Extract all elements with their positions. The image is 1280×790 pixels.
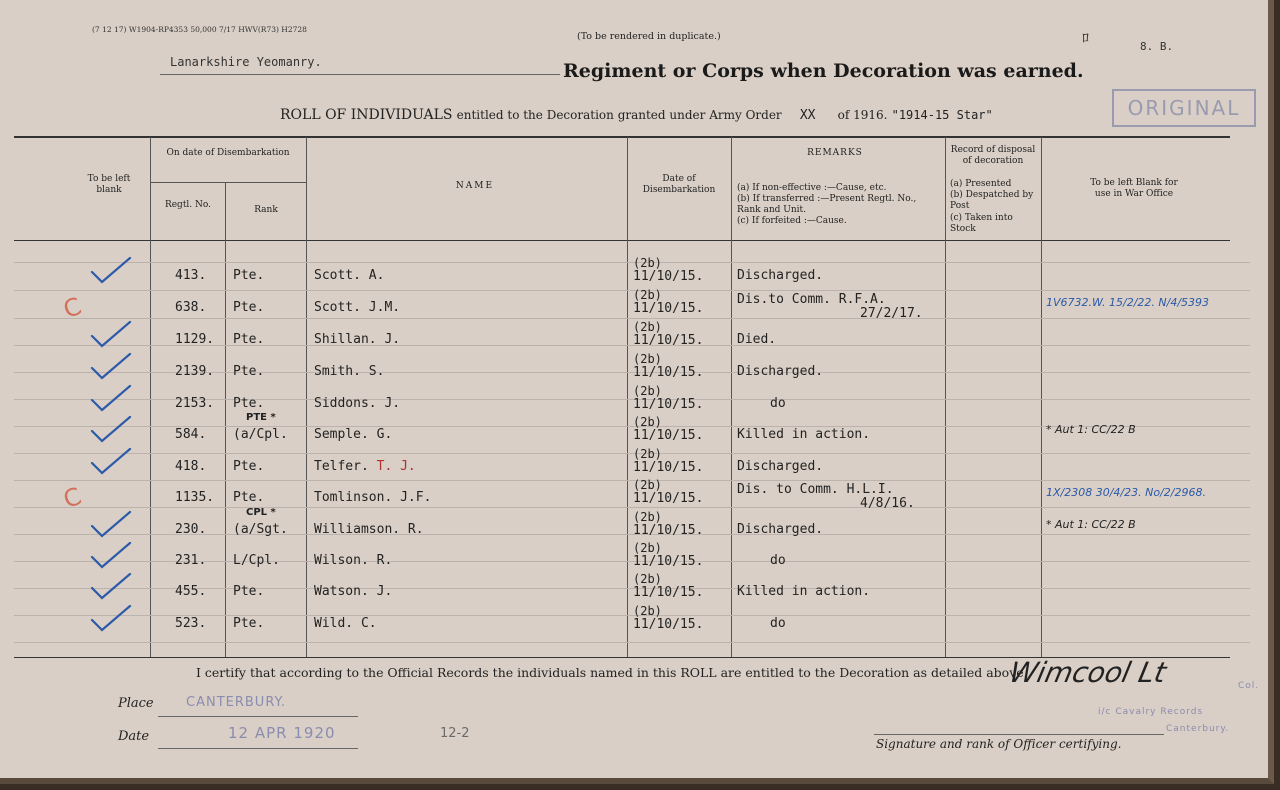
certification-text: I certify that according to the Official Records the individuals named in this ROLL are entitled to the Decoration as detailed above. [196, 665, 1028, 680]
red-c-mark: C [59, 291, 86, 325]
regtl-no: 230. [175, 521, 207, 537]
theatre-code: (2b) [633, 541, 662, 555]
remark: Discharged. [737, 521, 824, 537]
disembark-date: 11/10/15. [633, 459, 704, 475]
table-row [0, 603, 1268, 644]
corner-mark: 8. B. [1140, 40, 1174, 53]
disembark-date: 11/10/15. [633, 269, 704, 284]
col-name-header: NAME [455, 181, 495, 191]
disembark-date: 11/10/15. [633, 491, 704, 507]
person-name: Siddons. J. [314, 396, 401, 411]
date-stamp: 12 APR 1920 [228, 724, 336, 742]
person-name: Shillan. J. [314, 332, 401, 347]
remark: Killed in action. [737, 427, 871, 443]
regtl-no: 1129. [175, 332, 215, 347]
disembark-date: 11/10/15. [633, 397, 704, 412]
date-label: Date [118, 729, 150, 744]
col-disposal-a: (a) Presented [950, 179, 1012, 189]
remark: Died. [737, 332, 777, 347]
remark: Dis.to Comm. R.F.A. [737, 292, 886, 307]
rank: Pte. [233, 584, 265, 600]
theatre-code: (2b) [633, 384, 662, 398]
check-icon [88, 539, 134, 573]
check-icon [88, 350, 134, 384]
war-office-note: * Aut 1: CC/22 B [1046, 423, 1136, 437]
check-icon [88, 508, 134, 542]
regiment-name: Lanarkshire Yeomanry. [170, 55, 322, 69]
disembark-date: 11/10/15. [633, 333, 704, 348]
theatre-code: (2b) [633, 415, 662, 430]
rank: Pte. [233, 490, 265, 506]
theatre-code: (2b) [633, 256, 662, 270]
person-name: Semple. G. [314, 427, 393, 443]
person-name: Smith. S. [314, 364, 385, 379]
person-name: Scott. A. [314, 268, 385, 283]
regtl-no: 523. [175, 615, 207, 631]
theatre-code: (2b) [633, 572, 662, 587]
col-blank-header: To be left blank [87, 174, 131, 195]
col-remarks-c: (c) If forfeited :—Cause. [737, 216, 847, 226]
remark: Discharged. [737, 268, 824, 283]
theatre-code: (2b) [633, 509, 662, 524]
remark-date: 4/8/16. [860, 496, 915, 512]
person-name: Wild. C. [314, 615, 377, 631]
original-stamp: ORIGINAL [1112, 89, 1256, 127]
check-icon [88, 254, 134, 288]
theatre-code: (2b) [633, 478, 662, 493]
theatre-code: (2b) [633, 320, 662, 334]
person-name: Watson. J. [314, 584, 393, 600]
check-icon [88, 570, 134, 604]
regtl-no: 231. [175, 553, 207, 568]
roll-title: ROLL OF INDIVIDUALS entitled to the Decoration granted under Army Order XX of 1916. "1914-15 Star" [280, 107, 993, 123]
remark: Killed in action. [737, 584, 871, 600]
col-remarks-header: REMARKS [807, 148, 863, 158]
regtl-no: 413. [175, 268, 207, 283]
rank: L/Cpl. [233, 553, 280, 568]
remark: Discharged. [737, 364, 824, 379]
regtl-no: 638. [175, 300, 207, 315]
rank: (a/Cpl. [233, 427, 288, 443]
check-icon [88, 445, 134, 479]
col-war-office-header: To be left Blank for use in War Office [1090, 178, 1178, 199]
rank-col: Col. [1238, 681, 1260, 691]
regtl-no: 584. [175, 427, 207, 443]
regtl-no: 2139. [175, 364, 215, 379]
rank: Pte. [233, 300, 265, 315]
regtl-no: 2153. [175, 396, 215, 411]
ink-mark: ﾛ [1082, 31, 1089, 47]
check-icon [88, 413, 134, 447]
war-office-note: 1V6732.W. 15/2/22. N/4/5393 [1046, 296, 1210, 309]
check-icon [88, 602, 134, 636]
duplicate-note: (To be rendered in duplicate.) [577, 31, 721, 42]
disembark-date: 11/10/15. [633, 365, 704, 380]
disembark-date: 11/10/15. [633, 554, 704, 569]
col-disposal-b: (b) Despatched by Post [950, 190, 1034, 211]
person-name: Tomlinson. J.F. [314, 490, 432, 506]
place-label: Place [118, 696, 154, 711]
col-rank-header: Rank [254, 205, 278, 215]
rank: Pte. [233, 332, 265, 347]
person-name: Wilson. R. [314, 553, 393, 568]
rank: (a/Sgt. [233, 521, 288, 537]
remark: do [770, 615, 786, 631]
disembark-date: 11/10/15. [633, 616, 704, 632]
rank: Pte. [233, 268, 265, 283]
check-icon [88, 382, 134, 416]
remark: do [770, 396, 786, 411]
disembark-date: 11/10/15. [633, 522, 704, 538]
war-office-note: 1X/2308 30/4/23. No/2/2968. [1046, 486, 1206, 500]
col-remarks-b: (b) If transferred :—Present Regtl. No., Rank and Unit. [737, 194, 917, 215]
person-name: Williamson. R. [314, 521, 424, 537]
col-regtl-no-header: Regtl. No. [164, 200, 212, 210]
check-icon [88, 318, 134, 352]
regtl-no: 455. [175, 584, 207, 600]
star-name: "1914-15 Star" [891, 108, 993, 122]
unit-stamp-line1: i/c Cavalry Records [1098, 707, 1204, 717]
disembark-date: 11/10/15. [633, 585, 704, 601]
rank-correction: CPL * [246, 506, 276, 518]
pencil-note: 12-2 [440, 726, 470, 741]
person-name: Telfer. T. J. [314, 458, 416, 474]
col-disposal-header: Record of disposal of decoration [950, 145, 1036, 166]
remark: Discharged. [737, 458, 824, 474]
theatre-code: (2b) [633, 446, 662, 461]
regtl-no: 1135. [175, 490, 215, 506]
officer-signature: Wimcool Lt [1006, 656, 1170, 689]
col-remarks-a: (a) If non-effective :—Cause, etc. [737, 183, 887, 193]
place-stamp: CANTERBURY. [186, 695, 286, 710]
red-c-mark: C [59, 482, 86, 515]
theatre-code: (2b) [633, 352, 662, 366]
war-office-note: * Aut 1: CC/22 B [1046, 517, 1136, 531]
theatre-code: (2b) [633, 288, 662, 302]
col-on-date-header: On date of Disembarkation [166, 148, 290, 158]
rank-correction: PTE * [246, 412, 276, 424]
rank: Pte. [233, 364, 265, 379]
remark: Dis. to Comm. H.L.I. [737, 482, 894, 498]
rank: Pte. [233, 396, 265, 411]
army-order-number: XX [799, 108, 816, 123]
theatre-code: (2b) [633, 603, 662, 618]
disembark-date: 11/10/15. [633, 428, 704, 444]
remark: do [770, 553, 786, 568]
col-date-header: Date of Disembarkation [642, 174, 716, 195]
col-disposal-c: (c) Taken into Stock [950, 213, 1013, 234]
rank: Pte. [233, 458, 265, 474]
remark-date: 27/2/17. [860, 306, 923, 321]
person-name: Scott. J.M. [314, 300, 401, 315]
form-code: (7 12 17) W1904-RP4353 50,000 7/17 HWV(R73) H2728 [92, 25, 307, 34]
signature-caption: Signature and rank of Officer certifying. [876, 737, 1122, 751]
regiment-caption: Regiment or Corps when Decoration was earned. [563, 60, 1084, 82]
regtl-no: 418. [175, 458, 207, 474]
disembark-date: 11/10/15. [633, 301, 704, 316]
unit-stamp-line2: Canterbury. [1166, 724, 1230, 734]
rank: Pte. [233, 615, 265, 631]
